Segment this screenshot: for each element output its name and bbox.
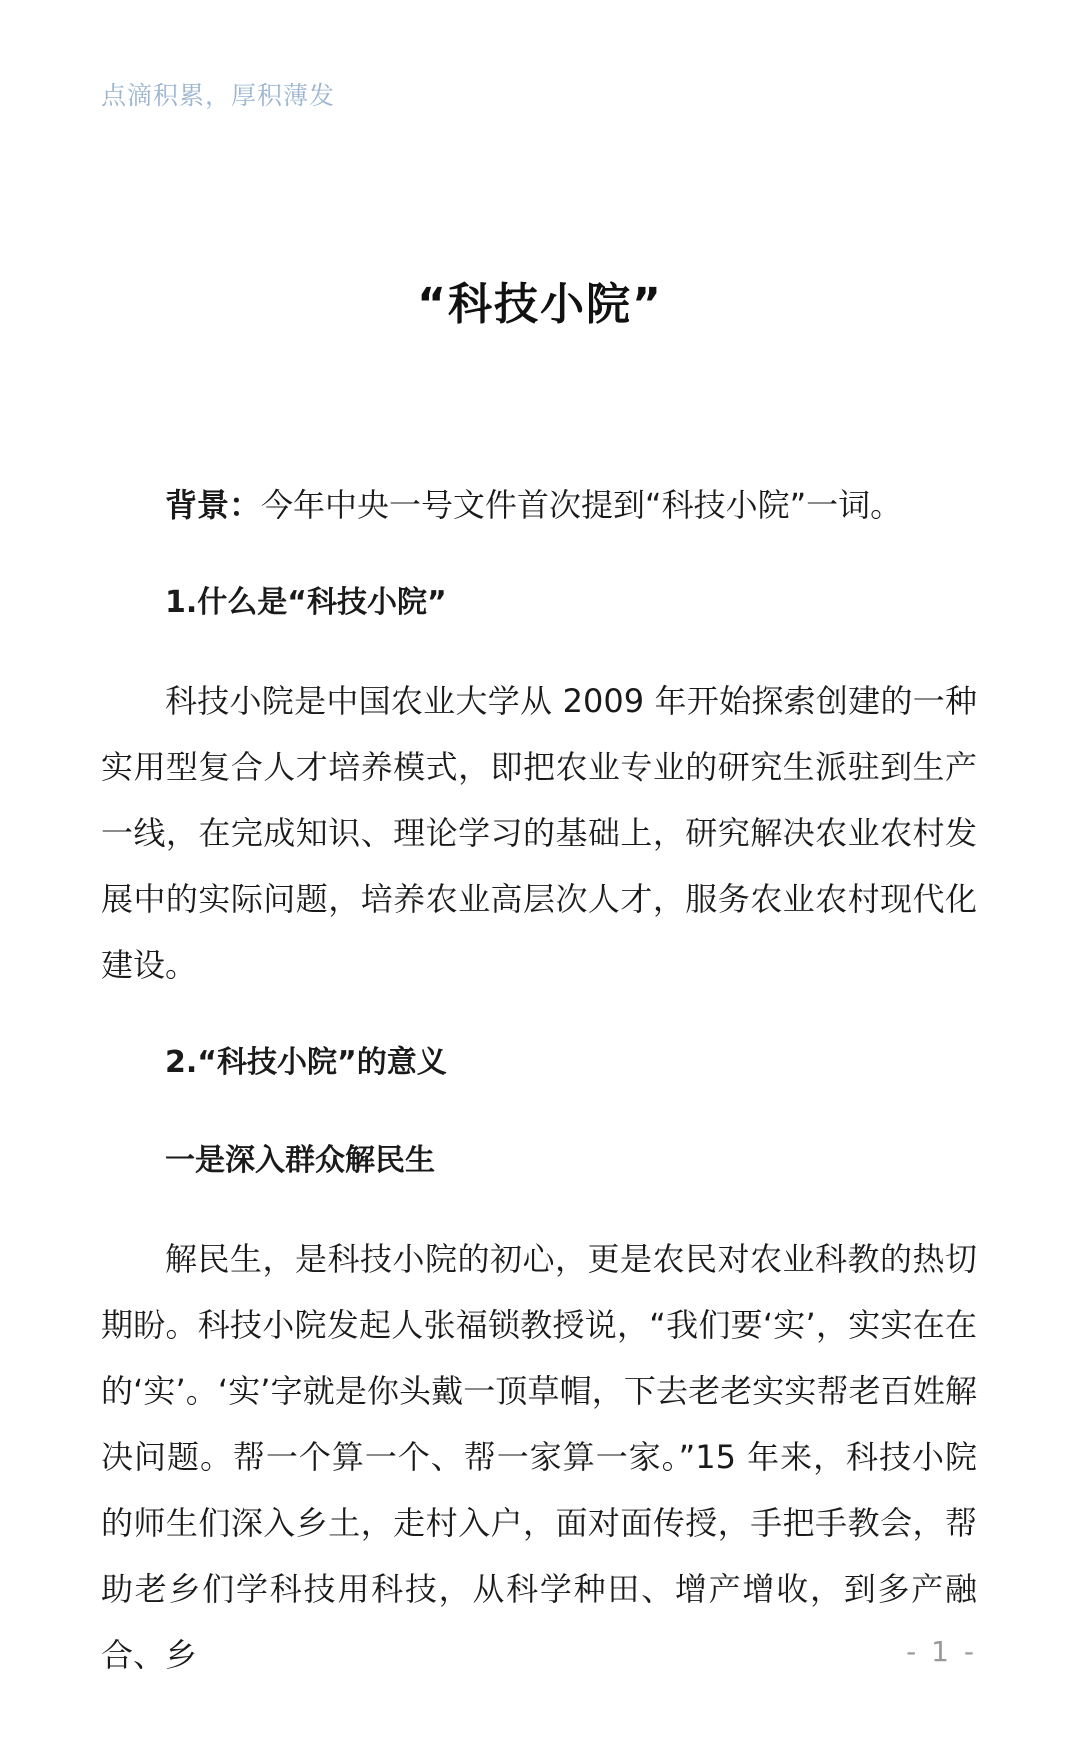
section-heading-2: 2.“科技小院”的意义: [165, 1045, 447, 1080]
background-label: 背景：: [165, 486, 262, 524]
document-title: “科技小院”: [417, 279, 663, 330]
section-heading-1: 1.什么是“科技小院”: [165, 585, 447, 620]
background-paragraph: [101, 472, 977, 538]
section-1-paragraph: 科技小院是中国农业大学从 2009 年开始探索创建的一种实用型复合人才培养模式，即把农业专业的研究生派驻到生产一线，在完成知识、理论学习的基础上，研究解决农业农村发展中的实际问题，培养农业高层次人才，服务农业农村现代化建设。: [101, 682, 977, 984]
header-note: 点滴积累，厚积薄发: [101, 81, 336, 110]
page-number: - 1 -: [906, 1635, 977, 1668]
document-body: [101, 472, 977, 1688]
background-text: 今年中央一号文件首次提到“科技小院”一词。: [261, 486, 903, 524]
point-heading-1: 一是深入群众解民生: [165, 1143, 435, 1178]
point-1-paragraph: 解民生，是科技小院的初心，更是农民对农业科教的热切期盼。科技小院发起人张福锁教授说，“我们要‘实’，实实在在的‘实’。‘实’字就是你头戴一顶草帽，下去老老实实帮老百姓解决问题。帮一个算一个、帮一家算一家。”15 年来，科技小院的师生们深入乡土，走村入户，面对面传授，手把手教会，帮助老乡们学科技用科技，从科学种田、增产增收，到多产融合、乡: [101, 1240, 977, 1674]
